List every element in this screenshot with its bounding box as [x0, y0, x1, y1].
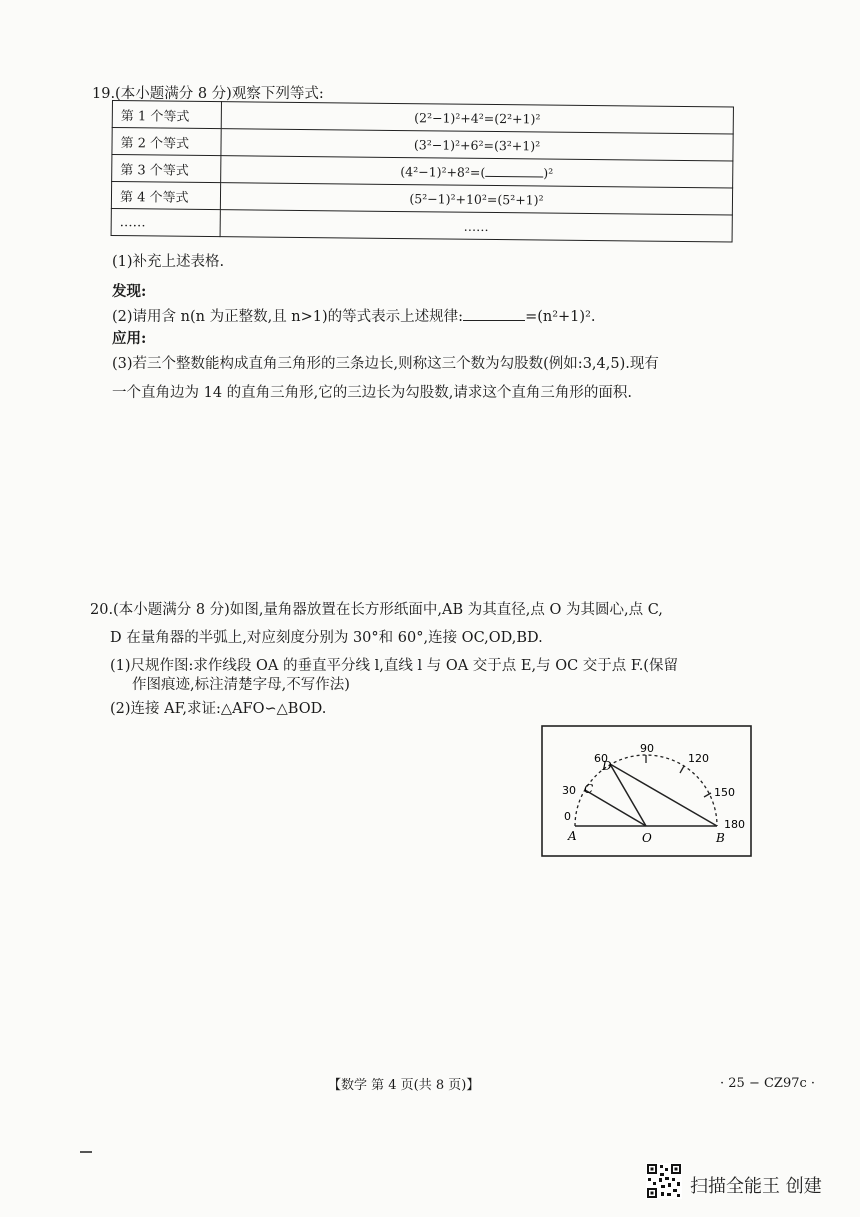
q20-part2: (2)连接 AF,求证:△AFO∽△BOD.	[110, 701, 327, 717]
scale-label: 150	[714, 786, 735, 799]
scale-label: 180	[724, 818, 745, 831]
apply-heading: 应用:	[112, 330, 147, 347]
row-label: 第 2 个等式	[112, 128, 221, 156]
part2-tail: =(n²+1)².	[525, 309, 596, 325]
row-formula: (2²−1)²+4²=(2²+1)²	[221, 102, 733, 134]
segment-oc	[585, 790, 646, 826]
scale-label: 120	[688, 752, 709, 765]
watermark-text: 扫描全能王 创建	[690, 1176, 822, 1197]
scale-label: 90	[640, 742, 654, 755]
q19-heading: 19.(本小题满分 8 分)观察下列等式:	[92, 86, 324, 102]
scale-label: 0	[564, 810, 571, 823]
point-label: O	[642, 831, 652, 845]
page-code: · 25 − CZ97c ·	[720, 1076, 816, 1091]
row-formula: (5²−1)²+10²=(5²+1)²	[220, 183, 732, 215]
tick-120	[680, 766, 684, 773]
q19-part3-line2: 一个直角边为 14 的直角三角形,它的三边长为勾股数,请求这个直角三角形的面积.	[112, 385, 632, 401]
row-label: 第 1 个等式	[112, 101, 221, 129]
point-label: A	[568, 829, 577, 843]
page-footer: 【数学 第 4 页(共 8 页)】	[328, 1078, 480, 1093]
formula-pre: (4²−1)²+8²=(	[400, 164, 486, 180]
row-label: 第 3 个等式	[112, 155, 221, 183]
table-row	[111, 208, 732, 242]
q20-part1-line1: (1)尺规作图:求作线段 OA 的垂直平分线 l,直线 l 与 OA 交于点 E,与 OC 交于点 F.(保留	[110, 658, 678, 674]
protractor-figure	[538, 722, 756, 862]
point-label: C	[584, 782, 594, 796]
row-label: ……	[111, 208, 220, 236]
row-formula: ……	[220, 210, 732, 242]
equation-table	[111, 100, 734, 243]
row-label: 第 4 个等式	[111, 182, 220, 210]
tick-150	[704, 793, 711, 797]
part2-text: (2)请用含 n(n 为正整数,且 n>1)的等式表示上述规律:	[112, 309, 464, 325]
protractor-arc	[575, 755, 717, 826]
point-label: D	[602, 759, 612, 773]
segment-od	[610, 764, 646, 826]
q19-part1: (1)补充上述表格.	[112, 254, 225, 270]
q19-part2	[112, 305, 596, 326]
q19-part3-line1: (3)若三个整数能构成直角三角形的三条边长,则称这三个数为勾股数(例如:3,4,5).现有	[112, 356, 659, 372]
point-label: B	[716, 831, 725, 845]
q20-part1-line2: 作图痕迹,标注清楚字母,不写作法)	[132, 677, 350, 693]
formula-post: )²	[543, 165, 554, 181]
segment-bd	[610, 764, 717, 826]
scan-mark	[80, 1151, 92, 1153]
q20-line1: 20.(本小题满分 8 分)如图,量角器放置在长方形纸面中,AB 为其直径,点 O 为其圆心,点 C,	[90, 602, 663, 618]
row-formula: (3²−1)²+6²=(3²+1)²	[221, 129, 733, 161]
scale-label: 30	[562, 784, 576, 797]
scale-label: 60	[594, 752, 608, 765]
discover-heading: 发现:	[112, 283, 147, 300]
fill-blank[interactable]	[485, 164, 543, 178]
qr-code-icon	[646, 1163, 682, 1199]
answer-blank[interactable]	[463, 308, 525, 321]
q20-line2: D 在量角器的半弧上,对应刻度分别为 30°和 60°,连接 OC,OD,BD.	[110, 630, 543, 646]
